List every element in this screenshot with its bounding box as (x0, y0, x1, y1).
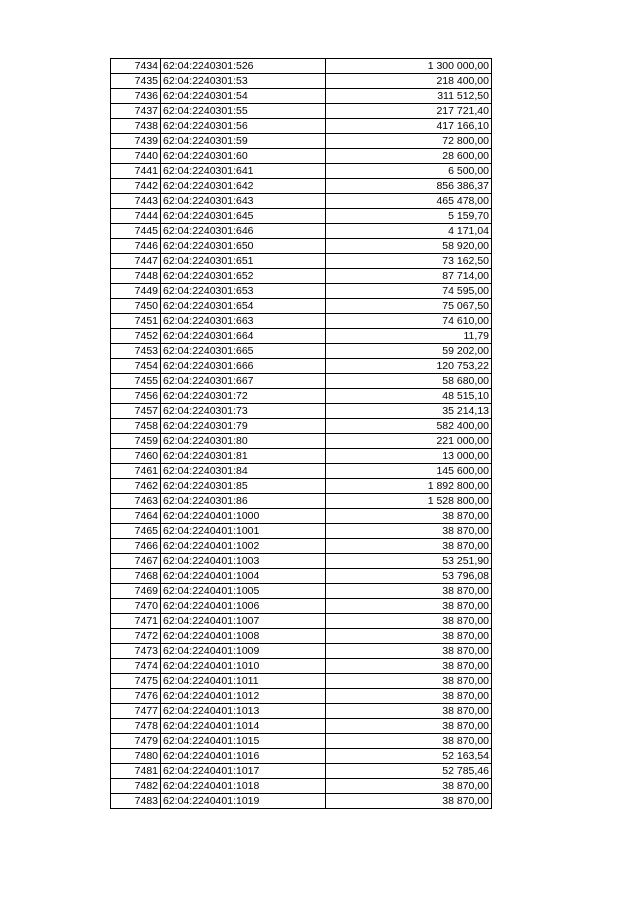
cadastral-number-cell: 62:04:2240301:59 (161, 134, 326, 149)
table-row (111, 509, 492, 524)
row-number-cell: 7466 (111, 539, 161, 554)
row-number-cell: 7454 (111, 359, 161, 374)
value-cell: 52 785,46 (326, 764, 492, 779)
table-row (111, 359, 492, 374)
row-number-cell: 7470 (111, 599, 161, 614)
cadastral-number-cell: 62:04:2240301:651 (161, 254, 326, 269)
cadastral-number-cell: 62:04:2240301:81 (161, 449, 326, 464)
row-number-cell: 7483 (111, 794, 161, 809)
table-row (111, 59, 492, 74)
cadastral-number-cell: 62:04:2240301:86 (161, 494, 326, 509)
table-row (111, 344, 492, 359)
cadastral-number-cell: 62:04:2240401:1002 (161, 539, 326, 554)
cadastral-number-cell: 62:04:2240301:663 (161, 314, 326, 329)
cadastral-number-cell: 62:04:2240401:1006 (161, 599, 326, 614)
row-number-cell: 7455 (111, 374, 161, 389)
cadastral-number-cell: 62:04:2240401:1000 (161, 509, 326, 524)
row-number-cell: 7477 (111, 704, 161, 719)
cadastral-number-cell: 62:04:2240301:54 (161, 89, 326, 104)
table-row (111, 524, 492, 539)
row-number-cell: 7452 (111, 329, 161, 344)
row-number-cell: 7458 (111, 419, 161, 434)
row-number-cell: 7480 (111, 749, 161, 764)
row-number-cell: 7434 (111, 59, 161, 74)
value-cell: 38 870,00 (326, 659, 492, 674)
value-cell: 59 202,00 (326, 344, 492, 359)
value-cell: 582 400,00 (326, 419, 492, 434)
table-row (111, 404, 492, 419)
value-cell: 35 214,13 (326, 404, 492, 419)
cadastral-number-cell: 62:04:2240301:666 (161, 359, 326, 374)
value-cell: 38 870,00 (326, 689, 492, 704)
table-row (111, 104, 492, 119)
cadastral-number-cell: 62:04:2240301:53 (161, 74, 326, 89)
value-cell: 1 892 800,00 (326, 479, 492, 494)
value-cell: 87 714,00 (326, 269, 492, 284)
row-number-cell: 7450 (111, 299, 161, 314)
row-number-cell: 7465 (111, 524, 161, 539)
value-cell: 1 528 800,00 (326, 494, 492, 509)
table-row (111, 779, 492, 794)
row-number-cell: 7482 (111, 779, 161, 794)
cadastral-number-cell: 62:04:2240401:1011 (161, 674, 326, 689)
value-cell: 38 870,00 (326, 779, 492, 794)
cadastral-number-cell: 62:04:2240401:1016 (161, 749, 326, 764)
row-number-cell: 7467 (111, 554, 161, 569)
row-number-cell: 7464 (111, 509, 161, 524)
cadastral-number-cell: 62:04:2240401:1019 (161, 794, 326, 809)
table-row (111, 689, 492, 704)
table-row (111, 644, 492, 659)
row-number-cell: 7449 (111, 284, 161, 299)
value-cell: 53 796,08 (326, 569, 492, 584)
row-number-cell: 7445 (111, 224, 161, 239)
cadastral-number-cell: 62:04:2240301:60 (161, 149, 326, 164)
cadastral-number-cell: 62:04:2240301:55 (161, 104, 326, 119)
cadastral-number-cell: 62:04:2240301:73 (161, 404, 326, 419)
row-number-cell: 7462 (111, 479, 161, 494)
table-row (111, 629, 492, 644)
value-cell: 38 870,00 (326, 614, 492, 629)
cadastral-table (110, 58, 492, 809)
table-row (111, 119, 492, 134)
table-row (111, 329, 492, 344)
value-cell: 38 870,00 (326, 719, 492, 734)
table-row (111, 599, 492, 614)
cadastral-number-cell: 62:04:2240301:650 (161, 239, 326, 254)
row-number-cell: 7440 (111, 149, 161, 164)
value-cell: 311 512,50 (326, 89, 492, 104)
value-cell: 120 753,22 (326, 359, 492, 374)
row-number-cell: 7469 (111, 584, 161, 599)
cadastral-number-cell: 62:04:2240401:1015 (161, 734, 326, 749)
value-cell: 38 870,00 (326, 524, 492, 539)
table-row (111, 479, 492, 494)
table-row (111, 239, 492, 254)
row-number-cell: 7441 (111, 164, 161, 179)
table-row (111, 209, 492, 224)
table-row (111, 374, 492, 389)
cadastral-number-cell: 62:04:2240401:1003 (161, 554, 326, 569)
row-number-cell: 7436 (111, 89, 161, 104)
row-number-cell: 7456 (111, 389, 161, 404)
table-row (111, 764, 492, 779)
table-row (111, 314, 492, 329)
row-number-cell: 7481 (111, 764, 161, 779)
value-cell: 217 721,40 (326, 104, 492, 119)
value-cell: 53 251,90 (326, 554, 492, 569)
table-row (111, 674, 492, 689)
table-row (111, 584, 492, 599)
value-cell: 58 680,00 (326, 374, 492, 389)
table-row (111, 449, 492, 464)
value-cell: 74 610,00 (326, 314, 492, 329)
table-row (111, 464, 492, 479)
row-number-cell: 7442 (111, 179, 161, 194)
cadastral-number-cell: 62:04:2240301:646 (161, 224, 326, 239)
table-row (111, 164, 492, 179)
table-row (111, 419, 492, 434)
row-number-cell: 7435 (111, 74, 161, 89)
row-number-cell: 7443 (111, 194, 161, 209)
value-cell: 28 600,00 (326, 149, 492, 164)
table-row (111, 434, 492, 449)
cadastral-number-cell: 62:04:2240401:1005 (161, 584, 326, 599)
value-cell: 417 166,10 (326, 119, 492, 134)
row-number-cell: 7448 (111, 269, 161, 284)
row-number-cell: 7460 (111, 449, 161, 464)
cadastral-number-cell: 62:04:2240301:85 (161, 479, 326, 494)
table-row (111, 539, 492, 554)
cadastral-number-cell: 62:04:2240301:652 (161, 269, 326, 284)
table-row (111, 269, 492, 284)
value-cell: 38 870,00 (326, 509, 492, 524)
table-row (111, 794, 492, 809)
row-number-cell: 7478 (111, 719, 161, 734)
row-number-cell: 7439 (111, 134, 161, 149)
value-cell: 145 600,00 (326, 464, 492, 479)
value-cell: 75 067,50 (326, 299, 492, 314)
row-number-cell: 7457 (111, 404, 161, 419)
cadastral-number-cell: 62:04:2240401:1014 (161, 719, 326, 734)
value-cell: 38 870,00 (326, 704, 492, 719)
cadastral-number-cell: 62:04:2240301:641 (161, 164, 326, 179)
cadastral-number-cell: 62:04:2240301:526 (161, 59, 326, 74)
row-number-cell: 7446 (111, 239, 161, 254)
row-number-cell: 7461 (111, 464, 161, 479)
value-cell: 38 870,00 (326, 599, 492, 614)
table-row (111, 179, 492, 194)
cadastral-number-cell: 62:04:2240301:79 (161, 419, 326, 434)
value-cell: 38 870,00 (326, 794, 492, 809)
value-cell: 221 000,00 (326, 434, 492, 449)
cadastral-number-cell: 62:04:2240401:1012 (161, 689, 326, 704)
cadastral-number-cell: 62:04:2240301:56 (161, 119, 326, 134)
cadastral-number-cell: 62:04:2240401:1004 (161, 569, 326, 584)
table-row (111, 554, 492, 569)
cadastral-number-cell: 62:04:2240301:72 (161, 389, 326, 404)
row-number-cell: 7473 (111, 644, 161, 659)
row-number-cell: 7447 (111, 254, 161, 269)
value-cell: 6 500,00 (326, 164, 492, 179)
row-number-cell: 7444 (111, 209, 161, 224)
row-number-cell: 7438 (111, 119, 161, 134)
cadastral-number-cell: 62:04:2240401:1008 (161, 629, 326, 644)
table-row (111, 494, 492, 509)
row-number-cell: 7468 (111, 569, 161, 584)
value-cell: 218 400,00 (326, 74, 492, 89)
value-cell: 74 595,00 (326, 284, 492, 299)
cadastral-number-cell: 62:04:2240301:664 (161, 329, 326, 344)
value-cell: 38 870,00 (326, 539, 492, 554)
table-row (111, 134, 492, 149)
value-cell: 38 870,00 (326, 674, 492, 689)
cadastral-number-cell: 62:04:2240401:1001 (161, 524, 326, 539)
cadastral-number-cell: 62:04:2240401:1013 (161, 704, 326, 719)
cadastral-number-cell: 62:04:2240401:1017 (161, 764, 326, 779)
table-row (111, 614, 492, 629)
table-row (111, 89, 492, 104)
cadastral-number-cell: 62:04:2240301:653 (161, 284, 326, 299)
row-number-cell: 7479 (111, 734, 161, 749)
row-number-cell: 7471 (111, 614, 161, 629)
cadastral-number-cell: 62:04:2240301:84 (161, 464, 326, 479)
value-cell: 52 163,54 (326, 749, 492, 764)
table-row (111, 284, 492, 299)
value-cell: 1 300 000,00 (326, 59, 492, 74)
table-row (111, 299, 492, 314)
cadastral-table-body (111, 59, 492, 809)
row-number-cell: 7476 (111, 689, 161, 704)
table-row (111, 74, 492, 89)
row-number-cell: 7475 (111, 674, 161, 689)
row-number-cell: 7451 (111, 314, 161, 329)
value-cell: 38 870,00 (326, 584, 492, 599)
table-row (111, 254, 492, 269)
table-row (111, 149, 492, 164)
value-cell: 11,79 (326, 329, 492, 344)
value-cell: 856 386,37 (326, 179, 492, 194)
table-row (111, 659, 492, 674)
cadastral-number-cell: 62:04:2240301:642 (161, 179, 326, 194)
cadastral-number-cell: 62:04:2240301:667 (161, 374, 326, 389)
table-row (111, 719, 492, 734)
row-number-cell: 7453 (111, 344, 161, 359)
value-cell: 13 000,00 (326, 449, 492, 464)
value-cell: 72 800,00 (326, 134, 492, 149)
cadastral-number-cell: 62:04:2240401:1018 (161, 779, 326, 794)
cadastral-number-cell: 62:04:2240401:1009 (161, 644, 326, 659)
value-cell: 58 920,00 (326, 239, 492, 254)
value-cell: 465 478,00 (326, 194, 492, 209)
cadastral-number-cell: 62:04:2240301:654 (161, 299, 326, 314)
cadastral-number-cell: 62:04:2240401:1010 (161, 659, 326, 674)
value-cell: 48 515,10 (326, 389, 492, 404)
table-row (111, 704, 492, 719)
cadastral-number-cell: 62:04:2240301:645 (161, 209, 326, 224)
value-cell: 38 870,00 (326, 734, 492, 749)
table-row (111, 749, 492, 764)
cadastral-number-cell: 62:04:2240401:1007 (161, 614, 326, 629)
cadastral-number-cell: 62:04:2240301:643 (161, 194, 326, 209)
row-number-cell: 7474 (111, 659, 161, 674)
cadastral-number-cell: 62:04:2240301:80 (161, 434, 326, 449)
table-row (111, 569, 492, 584)
value-cell: 73 162,50 (326, 254, 492, 269)
row-number-cell: 7463 (111, 494, 161, 509)
value-cell: 38 870,00 (326, 629, 492, 644)
value-cell: 38 870,00 (326, 644, 492, 659)
table-row (111, 224, 492, 239)
table-row (111, 194, 492, 209)
table-row (111, 734, 492, 749)
row-number-cell: 7459 (111, 434, 161, 449)
row-number-cell: 7437 (111, 104, 161, 119)
value-cell: 4 171,04 (326, 224, 492, 239)
row-number-cell: 7472 (111, 629, 161, 644)
value-cell: 5 159,70 (326, 209, 492, 224)
table-row (111, 389, 492, 404)
cadastral-number-cell: 62:04:2240301:665 (161, 344, 326, 359)
